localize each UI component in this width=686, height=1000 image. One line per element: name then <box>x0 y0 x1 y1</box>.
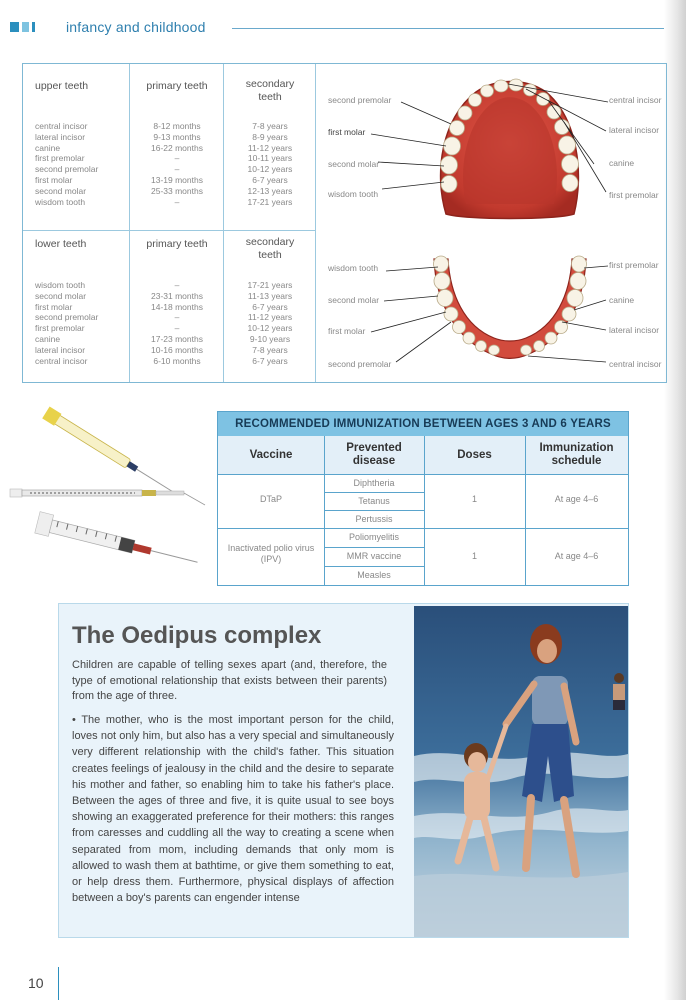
col-head-schedule: Immunization schedule <box>525 436 628 474</box>
disease-poliomyelitis: Poliomyelitis <box>348 532 399 542</box>
upper-teeth-cell: lateral incisor <box>35 131 86 142</box>
label-upper-first-premolar: first premolar <box>609 190 659 200</box>
lower-teeth-cell: 10-12 years <box>247 323 293 334</box>
lower-teeth-cell: – <box>174 312 180 323</box>
lower-teeth-cell: second molar <box>35 290 87 301</box>
upper-teeth-cell: central incisor <box>35 121 88 131</box>
label-upper-second-molar: second molar <box>328 159 380 169</box>
oedipus-intro: Children are capable of telling sexes apart (and, therefore, the type of emotional relationship that exists between their parents) from the age of three. <box>72 659 387 703</box>
running-header <box>10 15 686 43</box>
lower-col-head-2: primary teeth <box>146 238 208 250</box>
upper-teeth-cell: – <box>174 164 180 175</box>
upper-teeth-cell: first premolar <box>35 153 85 164</box>
lower-col-head-1: lower teeth <box>35 238 87 250</box>
oedipus-bullet-text: The mother, who is the most important person for the child, loves not only him, but also has a very special and simultaneously very different relationship with the child's father. This situation creates feelings of jealousy in the child and the desire to separate his mother and father, so enabling him to take his father's place. Between the ages of three and five, it is quite usual to see boys showing an exaggerated preference for their mothers: this ranges from caresses and cuddling all the way to creating a scene when separated from mom, including demands that only mom is allowed to wash them at bathtime, or give them something to eat, or help dress them. Furthermore, physical displays of affection between a boy's parents can engender intense <box>72 714 394 905</box>
upper-teeth-cell: second molar <box>35 185 87 196</box>
label-lower-canine: canine <box>609 295 635 305</box>
lower-jaw-illustration <box>434 256 587 359</box>
upper-teeth-cell: 7-8 years <box>252 121 288 131</box>
upper-col-head-1: upper teeth <box>35 80 89 92</box>
disease-pertussis: Pertussis <box>355 514 393 524</box>
lower-teeth-cell: 9-10 years <box>249 334 291 344</box>
lower-teeth-cell: 11-12 years <box>247 312 293 323</box>
upper-teeth-cell: 25-33 months <box>151 185 203 196</box>
lower-teeth-cell: – <box>174 323 180 334</box>
lower-col-head-3: secondary teeth <box>245 236 295 261</box>
upper-teeth-cell: 17-21 years <box>247 196 293 207</box>
lower-teeth-cell: second premolar <box>35 312 99 323</box>
vaccine-ipv: Inactivated polio virus (IPV) <box>227 543 315 564</box>
page-gutter-shadow <box>664 0 686 1000</box>
upper-col-head-2: primary teeth <box>146 80 208 92</box>
upper-teeth-cell: 13-19 months <box>151 175 203 185</box>
lower-teeth-cell: 11-13 years <box>247 290 293 301</box>
oedipus-complex-panel <box>58 603 629 938</box>
upper-teeth-cell: 10-11 years <box>247 153 293 164</box>
label-upper-central-incisor: central incisor <box>609 95 662 105</box>
upper-col-head-3: secondary teeth <box>245 78 295 103</box>
lower-teeth-cell: wisdom tooth <box>35 280 86 290</box>
upper-teeth-cell: – <box>174 196 180 207</box>
header-rule <box>232 28 677 29</box>
teeth-eruption-table <box>23 64 316 382</box>
lower-teeth-cell: 6-7 years <box>252 301 288 312</box>
lower-teeth-cell: 10-16 months <box>151 344 203 355</box>
label-upper-canine: canine <box>609 158 635 168</box>
folio-rule <box>58 967 59 1000</box>
beach-photo <box>414 606 628 937</box>
col-head-doses: Doses <box>424 436 525 474</box>
label-lower-central-incisor: central incisor <box>609 359 662 369</box>
upper-teeth-cell: wisdom tooth <box>35 196 86 207</box>
lower-teeth-cell: – <box>174 280 180 290</box>
doses-dtap: 1 <box>471 494 477 504</box>
label-upper-second-premolar: second premolar <box>328 95 392 105</box>
oedipus-bullet-paragraph: • The mother, who is the most important person for the child, loves not only him, but also has a very special and simultaneously very different relationship with the child's father. This situation creates feelings of jealousy in the child and the desire to separate his mother and father, so enabling him to take his father's place. Between the ages of three and five, it is quite usual to see boys showing an exaggerated preference for their mothers: this ranges from caresses and cuddling all the way to creating a scene when separated from mom, including demands that only mom is allowed to wash them at bathtime, or give them something to eat, or help dress them. Furthermore, physical displays of affection between a boy's parents can engender intense <box>72 714 394 905</box>
disease-tetanus: Tetanus <box>358 496 390 506</box>
syringes-illustration <box>0 395 215 585</box>
vaccine-dtap: DTaP <box>259 494 282 504</box>
page-number: 10 <box>28 975 44 991</box>
label-upper-first-molar: first molar <box>328 127 366 137</box>
label-lower-first-molar: first molar <box>328 326 366 336</box>
label-upper-wisdom-tooth: wisdom tooth <box>328 189 379 199</box>
upper-teeth-cell: 9-13 months <box>153 131 201 142</box>
lower-teeth-cell: 17-21 years <box>247 280 293 290</box>
doses-ipv: 1 <box>471 551 477 561</box>
teeth-eruption-panel <box>22 63 667 383</box>
label-lower-wisdom-tooth: wisdom tooth <box>328 263 379 273</box>
oedipus-title: The Oedipus complex <box>72 622 322 649</box>
col-head-prevented-disease: Prevented disease <box>324 436 424 474</box>
col-head-vaccine: Vaccine <box>218 436 324 474</box>
label-lower-second-molar: second molar <box>328 295 380 305</box>
disease-diphtheria: Diphtheria <box>353 478 395 488</box>
upper-teeth-cell: 10-12 years <box>247 164 293 175</box>
immunization-table <box>217 411 629 586</box>
upper-teeth-cell: – <box>174 153 180 164</box>
schedule-ipv: At age 4–6 <box>554 551 599 561</box>
upper-teeth-cell: canine <box>35 142 61 153</box>
upper-teeth-cell: second premolar <box>35 164 99 175</box>
lower-teeth-cell: central incisor <box>35 355 88 366</box>
lower-teeth-cell: 17-23 months <box>151 334 203 344</box>
lower-teeth-cell: 14-18 months <box>151 301 203 312</box>
upper-jaw-illustration <box>441 79 579 219</box>
dentition-illustrations <box>316 64 666 382</box>
lower-teeth-cell: 23-31 months <box>151 290 203 301</box>
schedule-dtap: At age 4–6 <box>554 494 599 504</box>
upper-teeth-cell: first molar <box>35 175 73 185</box>
disease-mmr-vaccine: MMR vaccine <box>346 551 402 561</box>
upper-teeth-cell: 8-9 years <box>252 131 288 142</box>
upper-teeth-cell: 12-13 years <box>247 185 293 196</box>
label-upper-lateral-incisor: lateral incisor <box>609 125 660 135</box>
lower-teeth-cell: first premolar <box>35 323 85 334</box>
label-lower-first-premolar: first premolar <box>609 260 659 270</box>
lower-teeth-cell: canine <box>35 334 61 344</box>
upper-teeth-cell: 16-22 months <box>151 142 203 153</box>
lower-teeth-cell: 6-7 years <box>252 355 288 366</box>
label-lower-lateral-incisor: lateral incisor <box>609 325 660 335</box>
lower-teeth-cell: 6-10 months <box>153 355 201 366</box>
header-color-blocks <box>10 22 35 32</box>
upper-teeth-cell: 11-12 years <box>247 142 293 153</box>
lower-teeth-cell: 7-8 years <box>252 344 288 355</box>
disease-measles: Measles <box>357 570 391 580</box>
upper-teeth-cell: 8-12 months <box>153 121 201 131</box>
label-lower-second-premolar: second premolar <box>328 359 392 369</box>
immunization-table-title: RECOMMENDED IMMUNIZATION BETWEEN AGES 3 AND 6 YEARS <box>218 412 628 436</box>
lower-teeth-cell: lateral incisor <box>35 344 86 355</box>
section-title: infancy and childhood <box>66 19 206 35</box>
upper-teeth-cell: 6-7 years <box>252 175 288 185</box>
lower-teeth-cell: first molar <box>35 301 73 312</box>
